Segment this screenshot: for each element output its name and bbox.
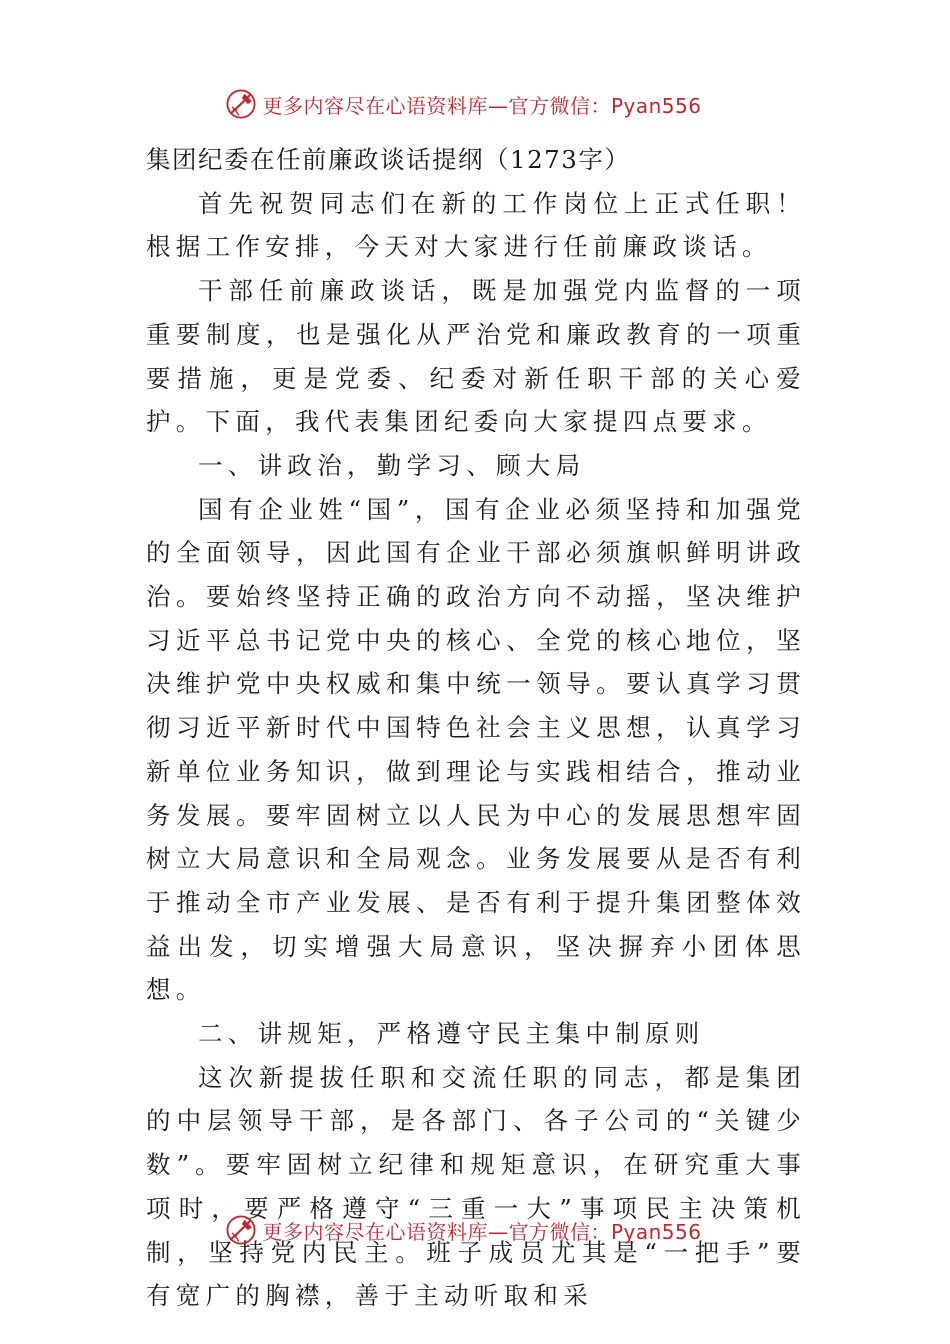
section-heading: 二、讲规矩，严格遵守民主集中制原则 [198,1019,705,1049]
document-body [146,138,806,1318]
watermark-text: 更多内容尽在心语资料库—官方微信：Pyan556 [262,1219,702,1244]
pen-nib-circle-icon [224,87,258,121]
paragraph: 国有企业姓“国”，国有企业必须坚持和加强党的全面领导，因此国有企业干部必须旗帜鲜明讲政治。要始终坚持正确的政治方向不动摇，坚决维护习近平总书记党中央的核心、全党的核心地位，坚决维护党中央权威和集中统一领导。要认真学习贯彻习近平新时代中国特色社会主义思想，认真学习新单位业务知识，做到理论与实践相结合，推动业务发展。要牢固树立以人民为中心的发展思想牢固树立大局意识和全局观念。业务发展要从是否有利于推动全市产业发展、是否有利于提升集团整体效益出发，切实增强大局意识，坚决摒弃小团体思想。 [146,494,806,1005]
paragraph: 这次新提拔任职和交流任职的同志，都是集团的中层领导干部，是各部门、各子公司的“关键少数”。要牢固树立纪律和规矩意识，在研究重大事项时，要严格遵守“三重一大”事项民主决策机制，坚持党内民主。班子成员尤其是“一把手”要有宽广的胸襟，善于主动听取和采 [146,1062,806,1311]
watermark-text: 更多内容尽在心语资料库—官方微信：Pyan556 [262,93,702,118]
watermark-banner-bottom [0,1210,950,1250]
paragraph: 首先祝贺同志们在新的工作岗位上正式任职！根据工作安排，今天对大家进行任前廉政谈话。 [146,188,806,262]
document-title: 集团纪委在任前廉政谈话提纲（1273字） [146,145,631,174]
watermark-banner-top [0,84,950,124]
paragraph: 干部任前廉政谈话，既是加强党内监督的一项重要制度，也是强化从严治党和廉政教育的一项重要措施，更是党委、纪委对新任职干部的关心爱护。下面，我代表集团纪委向大家提四点要求。 [146,276,806,437]
section-heading: 一、讲政治，勤学习、顾大局 [198,450,586,480]
pen-nib-circle-icon [224,1213,258,1247]
